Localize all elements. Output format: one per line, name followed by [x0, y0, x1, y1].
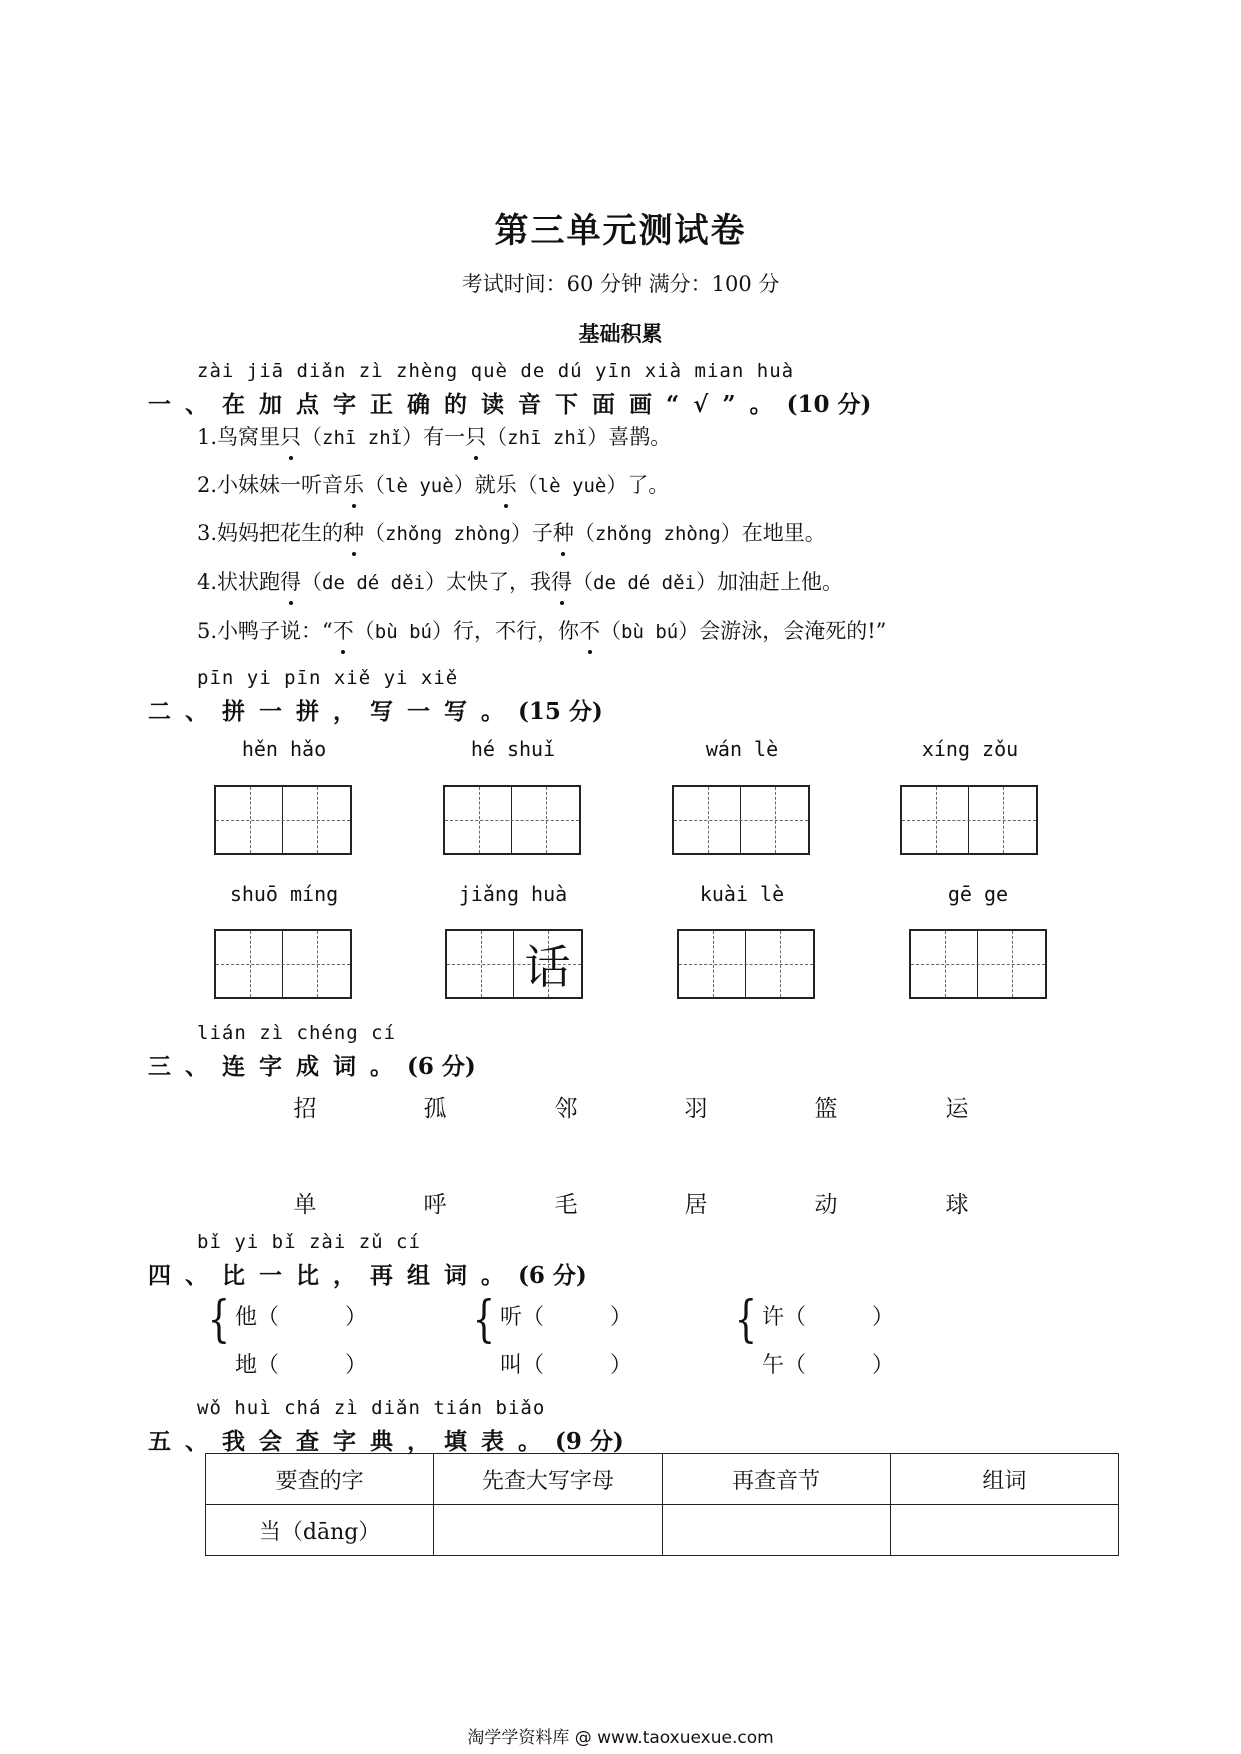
writing-grid[interactable] — [214, 785, 352, 855]
writing-grid[interactable] — [677, 929, 815, 999]
q1-text: 在加点字正确的读音下面画“√”。 — [222, 391, 787, 418]
q5-pinyin: wǒ huì chá zì diǎn tián biǎo — [197, 1397, 546, 1419]
q1-pinyin: zài jiā diǎn zì zhèng què de dú yīn xià mian huà — [197, 360, 795, 382]
connect-char[interactable]: 孤 — [423, 1096, 447, 1122]
pinyin-choices[interactable]: lè yuè — [385, 475, 454, 497]
connect-char[interactable]: 呼 — [423, 1192, 447, 1218]
compare-item[interactable]: 地（ ） — [235, 1353, 368, 1378]
grid-pinyin: shuō míng — [229, 882, 339, 906]
q1-heading — [148, 386, 871, 419]
brace-icon: { — [207, 1290, 231, 1348]
q4-heading — [148, 1257, 587, 1290]
q1-item-4: 4.状状跑得（de dé děi）太快了，我得（de dé děi）加油赶上他。 — [197, 566, 843, 596]
q1-item-1: 1.鸟窝里只（zhī zhǐ）有一只（zhī zhǐ）喜鹊。 — [197, 421, 671, 451]
compare-item[interactable]: 他（ ） — [235, 1305, 368, 1330]
grid-pinyin: gē ge — [947, 882, 1009, 906]
q5-score: (9 分) — [555, 1428, 624, 1455]
dictionary-table — [205, 1453, 1119, 1556]
connect-char[interactable]: 单 — [293, 1192, 317, 1218]
grid-pinyin: hěn hǎo — [241, 737, 327, 761]
dotted-char: 只 — [465, 421, 486, 451]
grid-pinyin: xíng zǒu — [921, 737, 1019, 761]
pinyin-choices[interactable]: de dé děi — [593, 572, 696, 594]
connect-char[interactable]: 毛 — [554, 1192, 578, 1218]
q4-pinyin: bǐ yi bǐ zài zǔ cí — [197, 1231, 421, 1253]
writing-grid[interactable] — [672, 785, 810, 855]
table-cell-input[interactable] — [890, 1505, 1118, 1556]
q2-heading — [148, 693, 603, 726]
pinyin-choices[interactable]: zhī zhǐ — [507, 427, 588, 449]
dotted-char: 不 — [333, 615, 354, 645]
writing-grid[interactable] — [909, 929, 1047, 999]
q3-score: (6 分) — [407, 1053, 476, 1080]
writing-grid[interactable] — [443, 785, 581, 855]
table-header-row — [206, 1454, 1119, 1505]
dotted-char: 种 — [343, 517, 364, 547]
q1-number: 一、 — [148, 391, 222, 418]
q3-number: 三、 — [148, 1053, 222, 1080]
grid-pinyin: hé shuǐ — [470, 737, 556, 761]
q5-heading — [148, 1423, 624, 1456]
q1-item-3: 3.妈妈把花生的种（zhǒng zhòng）子种（zhǒng zhòng）在地里。 — [197, 517, 826, 547]
dotted-char: 乐 — [496, 469, 517, 499]
footer-watermark: 淘学学资料库 @ www.taoxuexue.com — [467, 1728, 774, 1748]
pinyin-choices[interactable]: zhǒng zhòng — [594, 523, 721, 545]
q4-number: 四、 — [148, 1262, 222, 1289]
brace-icon: { — [472, 1290, 496, 1348]
table-header: 再查音节 — [662, 1454, 890, 1505]
connect-char[interactable]: 运 — [945, 1096, 969, 1122]
connect-char[interactable]: 动 — [814, 1192, 838, 1218]
connect-char[interactable]: 居 — [684, 1192, 708, 1218]
q5-number: 五、 — [148, 1428, 222, 1455]
pinyin-choices[interactable]: zhī zhǐ — [322, 427, 403, 449]
connect-char[interactable]: 篮 — [814, 1096, 838, 1122]
dotted-char: 得 — [551, 566, 572, 596]
connect-char[interactable]: 招 — [293, 1096, 317, 1122]
q2-text: 拼一拼，写一写。 — [222, 698, 518, 725]
page-title: 第三单元测试卷 — [494, 211, 747, 251]
brace-icon: { — [734, 1290, 758, 1348]
pinyin-choices[interactable]: zhǒng zhòng — [385, 523, 511, 545]
exam-info: 考试时间：60 分钟 满分：100 分 — [461, 272, 780, 296]
q4-score: (6 分) — [518, 1262, 587, 1289]
writing-grid-example[interactable] — [445, 929, 583, 999]
compare-item[interactable]: 午（ ） — [762, 1353, 895, 1378]
section-label: 基础积累 — [578, 321, 663, 346]
writing-grid[interactable] — [214, 929, 352, 999]
compare-item[interactable]: 许（ ） — [762, 1305, 895, 1330]
q1-score: (10 分) — [786, 391, 872, 418]
q2-pinyin: pīn yi pīn xiě yi xiě — [197, 667, 459, 689]
table-cell-input[interactable] — [662, 1505, 890, 1556]
table-row — [206, 1505, 1119, 1556]
connect-char[interactable]: 邻 — [554, 1096, 578, 1122]
example-character: 话 — [524, 940, 571, 994]
dotted-char: 只 — [280, 421, 301, 451]
connect-char[interactable]: 球 — [945, 1192, 969, 1218]
pinyin-choices[interactable]: bù bú — [374, 621, 432, 643]
writing-grid[interactable] — [900, 785, 1038, 855]
q4-text: 比一比，再组词。 — [222, 1262, 518, 1289]
table-header: 先查大写字母 — [434, 1454, 662, 1505]
dotted-char: 种 — [553, 517, 574, 547]
grid-pinyin: jiǎng huà — [458, 882, 568, 906]
table-cell: 当（dāng） — [206, 1505, 434, 1556]
q1-item-5: 5.小鸭子说：“不（bù bú）行，不行，你不（bù bú）会游泳，会淹死的!” — [197, 615, 886, 645]
dotted-char: 不 — [579, 615, 600, 645]
table-header: 要查的字 — [206, 1454, 434, 1505]
table-cell-input[interactable] — [434, 1505, 662, 1556]
compare-item[interactable]: 听（ ） — [500, 1305, 633, 1330]
q2-number: 二、 — [148, 698, 222, 725]
q1-item-2: 2.小妹妹一听音乐（lè yuè）就乐（lè yuè）了。 — [197, 469, 669, 499]
grid-pinyin: kuài lè — [699, 882, 785, 906]
pinyin-choices[interactable]: de dé děi — [322, 572, 425, 594]
dotted-char: 得 — [280, 566, 301, 596]
q2-score: (15 分) — [518, 698, 603, 725]
table-header: 组词 — [890, 1454, 1118, 1505]
connect-char[interactable]: 羽 — [684, 1096, 708, 1122]
compare-item[interactable]: 叫（ ） — [500, 1353, 633, 1378]
q5-text: 我会查字典，填表。 — [222, 1428, 555, 1455]
grid-pinyin: wán lè — [705, 737, 779, 761]
q3-pinyin: lián zì chéng cí — [197, 1022, 397, 1044]
q3-heading — [148, 1048, 476, 1081]
dotted-char: 乐 — [343, 469, 364, 499]
pinyin-choices[interactable]: bù bú — [621, 621, 679, 643]
pinyin-choices[interactable]: lè yuè — [537, 475, 607, 497]
q3-text: 连字成词。 — [222, 1053, 407, 1080]
